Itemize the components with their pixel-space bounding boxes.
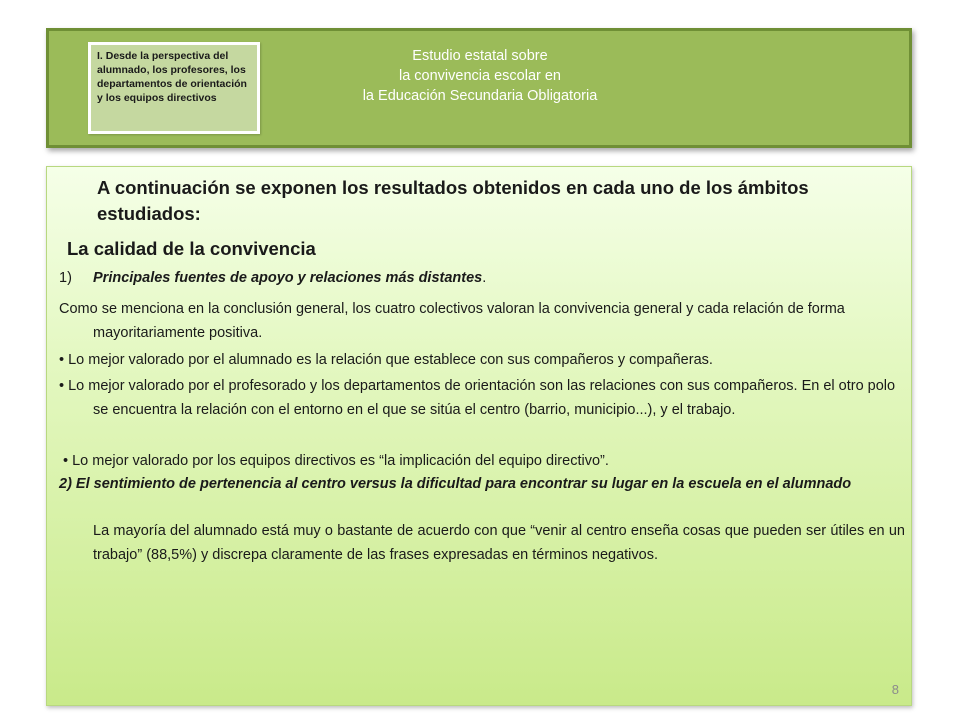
title-line-1: Estudio estatal sobre <box>412 48 548 64</box>
item-2-heading: 2) El sentimiento de pertenencia al centro versus la dificultad para encontrar su lugar en la escuela en el alumnado <box>59 476 852 492</box>
title-line-2: la convivencia escolar en <box>398 68 561 84</box>
item-1-title: Principales fuentes de apoyo y relaciones más distantes <box>93 270 483 286</box>
paragraph-general: Como se menciona en la conclusión general, los cuatro colectivos valoran la convivencia general y cada relación de forma mayoritariamente positiva. <box>59 301 845 341</box>
bullet-alumnado: • Lo mejor valorado por el alumnado es la relación que establece con sus compañeros y compañeras. <box>59 352 713 368</box>
bullet-equipos-directivos: • Lo mejor valorado por los equipos directivos es “la implicación del equipo directivo”. <box>63 453 609 469</box>
presentation-title <box>300 46 660 106</box>
item-1-heading <box>59 268 486 288</box>
bullet-profesorado: • Lo mejor valorado por el profesorado y los departamentos de orientación son las relaciones con sus compañeros. En el otro polo se encuentra la relación con el entorno en el que se sitúa el centro (barrio, municipio...), y el trabajo. <box>59 378 896 418</box>
item-1-number: 1) <box>59 270 72 286</box>
paragraph-pertenencia: La mayoría del alumnado está muy o bastante de acuerdo con que “venir al centro enseña cosas que pueden ser útiles en un trabajo” (88,5%) y discrepa claramente de las frases expresadas en términos negativos. <box>93 523 905 563</box>
title-line-3: la Educación Secundaria Obligatoria <box>362 88 598 104</box>
content-panel <box>46 166 912 706</box>
page-number: 8 <box>891 682 899 697</box>
subheading: La calidad de la convivencia <box>67 238 316 259</box>
section-tag: I. Desde la perspectiva del alumnado, los profesores, los departamentos de orientación y los equipos directivos <box>88 42 260 134</box>
intro-text: A continuación se exponen los resultados obtenidos en cada uno de los ámbitos estudiados: <box>97 177 809 224</box>
item-1-period: . <box>482 270 487 286</box>
